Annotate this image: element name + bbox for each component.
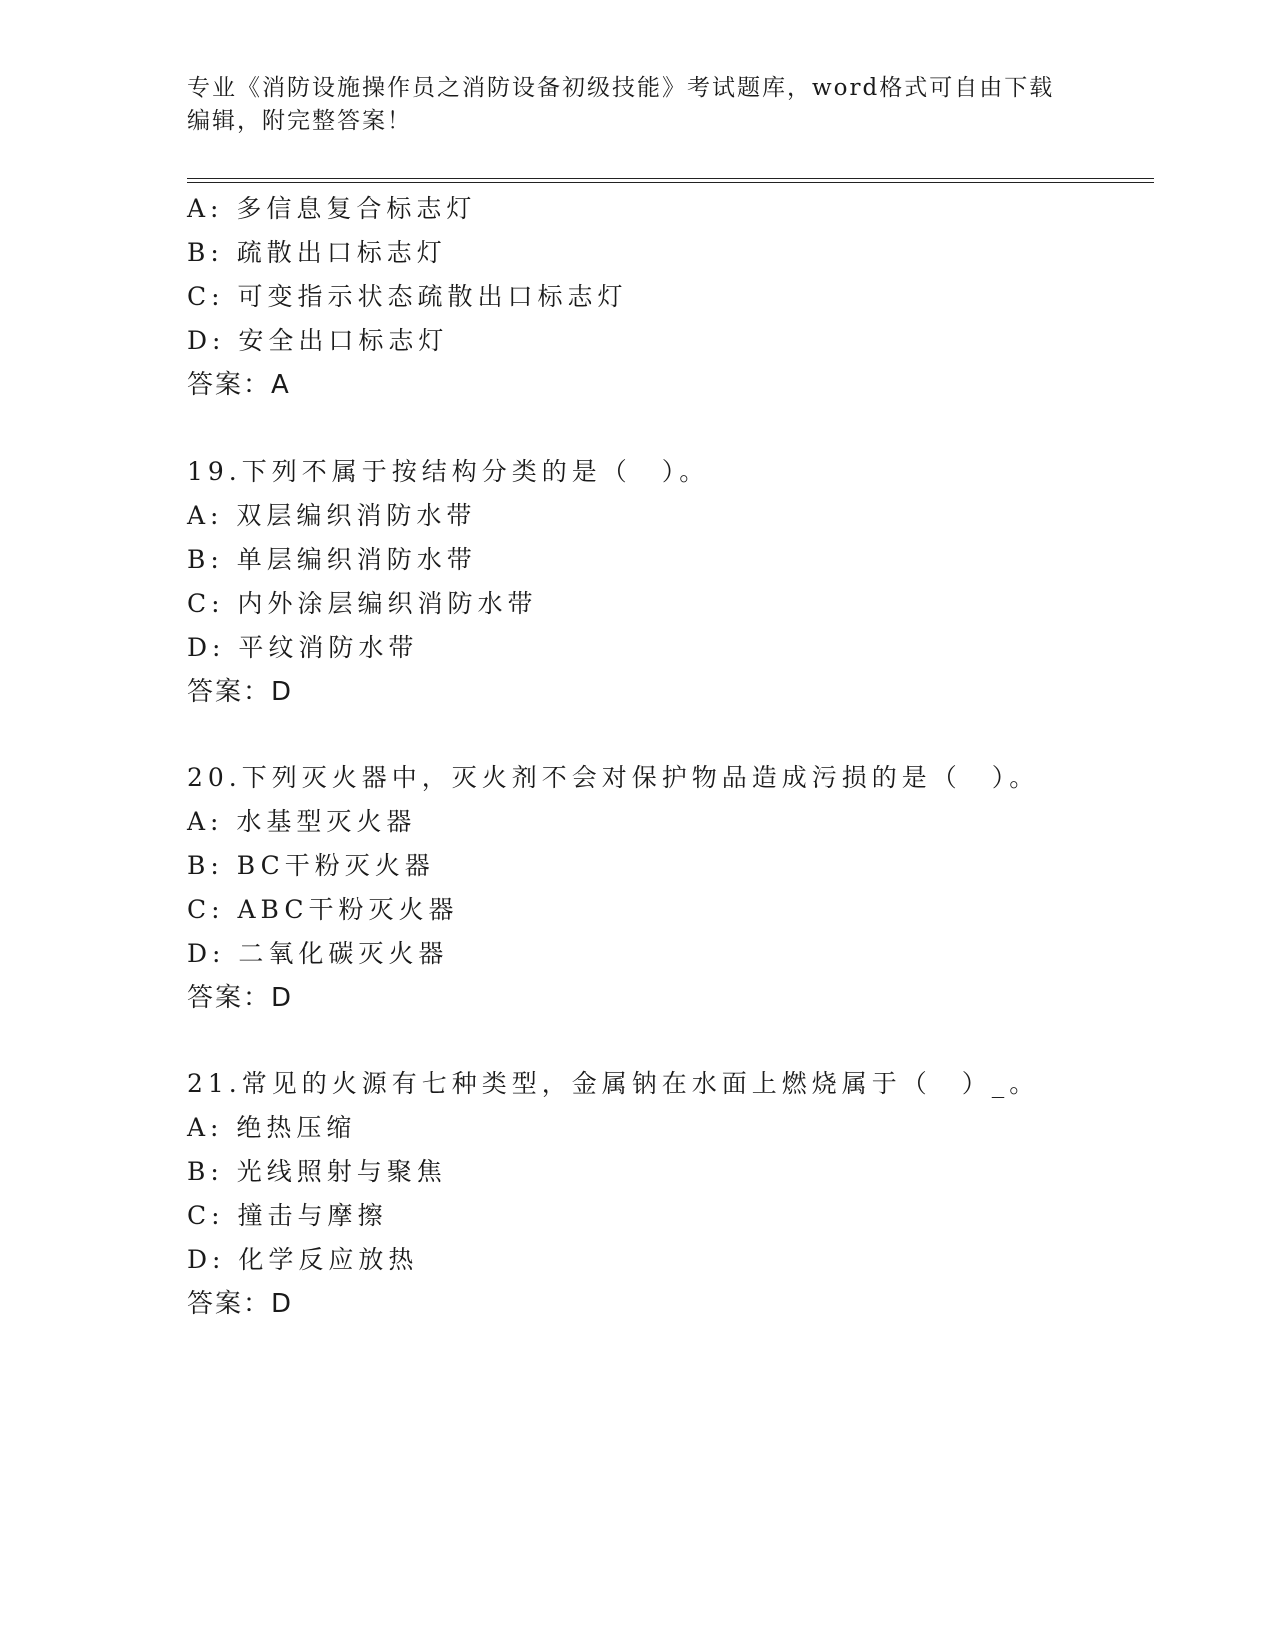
option-b: B: 光线照射与聚焦 <box>187 1157 447 1186</box>
answer-line: 答案：A <box>187 370 291 400</box>
option-a: A: 双层编织消防水带 <box>187 501 477 530</box>
option-d: D: 安全出口标志灯 <box>187 326 449 355</box>
option-b: B: 疏散出口标志灯 <box>187 238 447 267</box>
option-c: C: 可变指示状态疏散出口标志灯 <box>187 282 628 311</box>
option-c: C: 撞击与摩擦 <box>187 1201 388 1230</box>
option-b: B: BC干粉灭火器 <box>187 851 435 880</box>
option-c: C: ABC干粉灭火器 <box>187 895 459 924</box>
option-a: A: 水基型灭火器 <box>187 807 417 836</box>
answer-line: 答案：D <box>187 983 294 1013</box>
question-stem: 19.下列不属于按结构分类的是（ ）。 <box>187 457 710 486</box>
answer-line: 答案：D <box>187 1289 294 1319</box>
option-b: B: 单层编织消防水带 <box>187 545 477 574</box>
option-d: D: 化学反应放热 <box>187 1245 419 1274</box>
header-divider-line <box>187 178 1154 179</box>
option-a: A: 绝热压缩 <box>187 1113 357 1142</box>
page-header: 专业《消防设施操作员之消防设备初级技能》考试题库，word格式可自由下载编辑，附完整答案！ <box>187 75 1055 134</box>
option-a: A: 多信息复合标志灯 <box>187 194 477 223</box>
option-d: D: 二氧化碳灭火器 <box>187 939 449 968</box>
question-stem: 20.下列灭火器中，灭火剂不会对保护物品造成污损的是（ ）。 <box>187 763 1040 792</box>
answer-line: 答案：D <box>187 677 294 707</box>
question-stem: 21.常见的火源有七种类型，金属钠在水面上燃烧属于（ ）_。 <box>187 1069 1040 1098</box>
option-d: D: 平纹消防水带 <box>187 633 419 662</box>
option-c: C: 内外涂层编织消防水带 <box>187 589 538 618</box>
header-divider-line-secondary <box>187 182 1154 183</box>
